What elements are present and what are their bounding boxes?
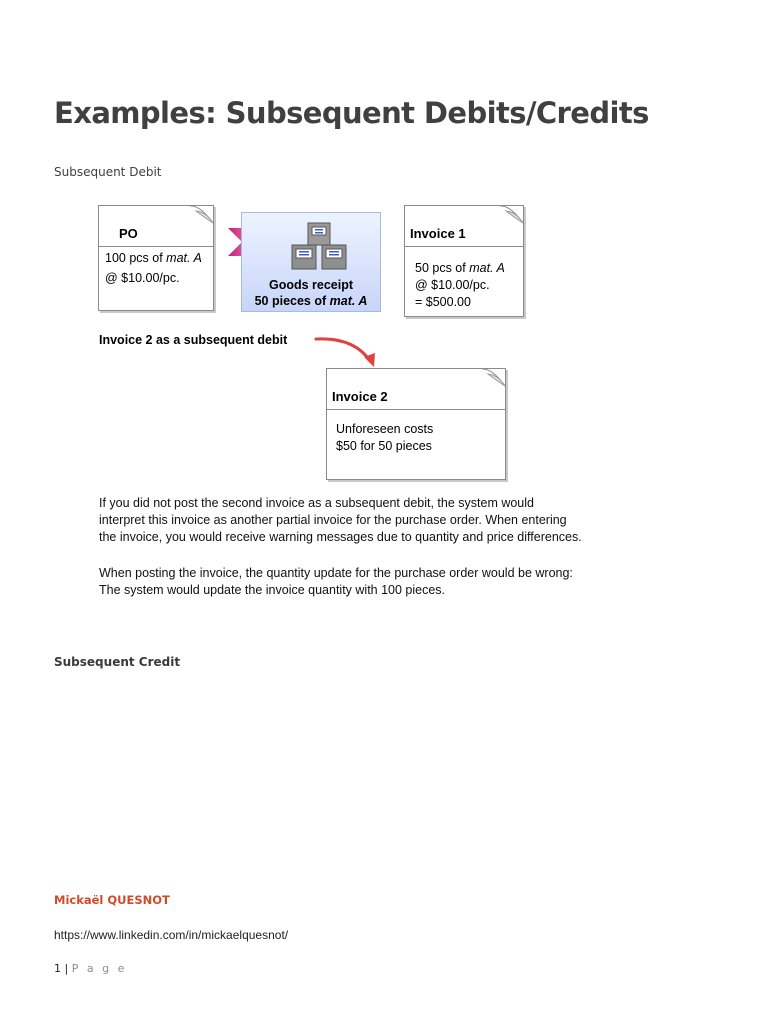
page-fold-icon — [186, 203, 216, 227]
section-subsequent-credit: Subsequent Credit — [54, 655, 181, 669]
goods-receipt-label — [242, 277, 380, 309]
invoice2-line-1: Unforeseen costs — [336, 422, 434, 436]
page-number: 1 — [54, 962, 61, 975]
page-title: Examples: Subsequent Debits/Credits — [54, 96, 649, 130]
invoice2-body — [336, 421, 433, 455]
explanation-paragraph-2 — [99, 565, 659, 599]
page-fold-icon — [496, 203, 526, 227]
paragraph-line: interpret this invoice as another partial invoice for the purchase order. When entering — [99, 513, 567, 527]
page-fold-icon — [478, 366, 508, 390]
po-line-1: 100 pcs of mat. A — [105, 251, 202, 265]
goods-receipt-box — [241, 212, 381, 312]
invoice2-line-2: $50 for 50 pieces — [336, 439, 432, 453]
page-word: P a g e — [71, 962, 127, 975]
footer-separator: | — [64, 962, 69, 975]
invoice1-document — [404, 205, 524, 317]
linkedin-link[interactable]: https://www.linkedin.com/in/mickaelquesnot/ — [54, 928, 289, 942]
author-name: Mickaël QUESNOT — [54, 893, 170, 907]
explanation-paragraph-1 — [99, 495, 659, 546]
invoice1-line-2: @ $10.00/pc. — [415, 278, 490, 292]
invoice2-caption: Invoice 2 as a subsequent debit — [99, 333, 288, 347]
paragraph-line: When posting the invoice, the quantity update for the purchase order would be wrong: — [99, 566, 573, 580]
invoice1-line-1: 50 pcs of mat. A — [415, 261, 505, 275]
invoice2-title: Invoice 2 — [332, 389, 388, 404]
po-body — [105, 250, 202, 287]
goods-receipt-line-2: 50 pieces of mat. A — [254, 294, 368, 308]
paragraph-line: the invoice, you would receive warning messages due to quantity and price differences. — [99, 530, 582, 544]
po-document — [98, 205, 214, 311]
paragraph-line: If you did not post the second invoice as a subsequent debit, the system would — [99, 496, 534, 510]
invoice1-body — [415, 260, 505, 311]
goods-receipt-line-1: Goods receipt — [268, 278, 354, 292]
po-title: PO — [119, 226, 138, 241]
po-line-2: @ $10.00/pc. — [105, 271, 180, 285]
paragraph-line: The system would update the invoice quantity with 100 pieces. — [99, 583, 446, 597]
curved-arrow-icon — [314, 333, 380, 371]
invoice1-line-3: = $500.00 — [415, 295, 471, 309]
page-footer — [54, 962, 127, 975]
filing-cabinets-icon — [290, 221, 348, 271]
invoice2-document — [326, 368, 506, 480]
invoice1-title: Invoice 1 — [410, 226, 466, 241]
section-subsequent-debit: Subsequent Debit — [54, 165, 162, 179]
